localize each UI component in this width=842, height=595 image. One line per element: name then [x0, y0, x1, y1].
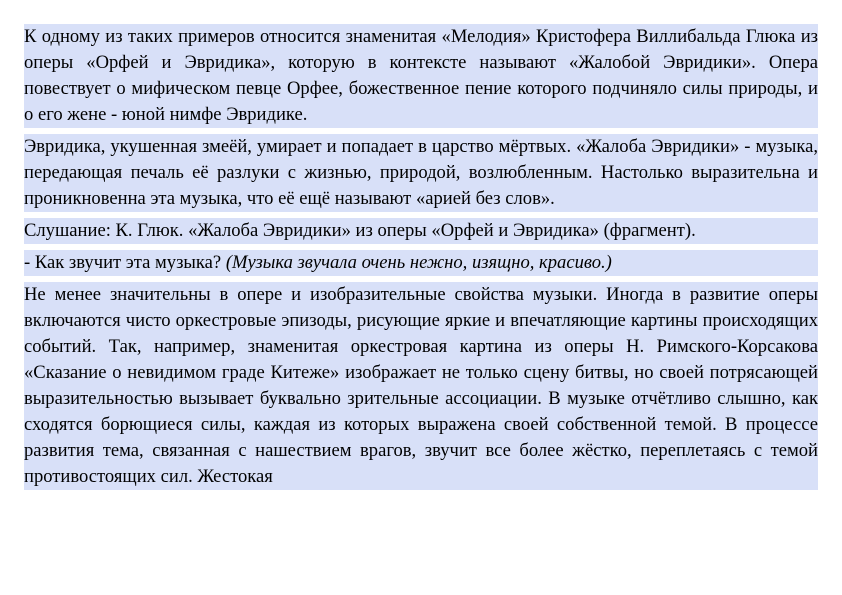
- paragraph-listening: Слушание: К. Глюк. «Жалоба Эвридики» из оперы «Орфей и Эвридика» (фрагмент).: [24, 218, 818, 244]
- paragraph-eurydice-lament: Эвридика, укушенная змеёй, умирает и попадает в царство мёртвых. «Жалоба Эвридики» - музыка, передающая печаль её разлуки с жизнью, природой, возлюбленным. Настолько выразительна и проникновенна эта музыка, что её ещё называют «арией без слов».: [24, 134, 818, 212]
- paragraph-question: [24, 250, 818, 276]
- paragraph-gluck-melody: К одному из таких примеров относится знаменитая «Мелодия» Кристофера Виллибальда Глюка из оперы «Орфей и Эвридика», которую в контексте называют «Жалобой Эвридики». Опера повествует о мифическом певце Орфее, божественное пение которого подчиняло силы природы, и о его жене - юной нимфе Эвридике.: [24, 24, 818, 128]
- question-text: - Как звучит эта музыка?: [24, 252, 226, 273]
- document-page: [24, 24, 818, 496]
- answer-text: (Музыка звучала очень нежно, изящно, красиво.): [225, 252, 612, 273]
- paragraph-kitezh: Не менее значительны в опере и изобразительные свойства музыки. Иногда в развитие оперы включаются чисто оркестровые эпизоды, рисующие яркие и впечатляющие картины происходящих событий. Так, например, знаменитая оркестровая картина из оперы Н. Римского-Корсакова «Сказание о невидимом граде Китеже» изображает не только сцену битвы, но своей потрясающей выразительностью вызывает буквально зрительные ассоциации. В музыке отчётливо слышно, как сходятся борющиеся силы, каждая из которых выражена своей собственной темой. В процессе развития тема, связанная с нашествием врагов, звучит все более жёстко, переплетаясь с темой противостоящих сил. Жестокая: [24, 282, 818, 490]
